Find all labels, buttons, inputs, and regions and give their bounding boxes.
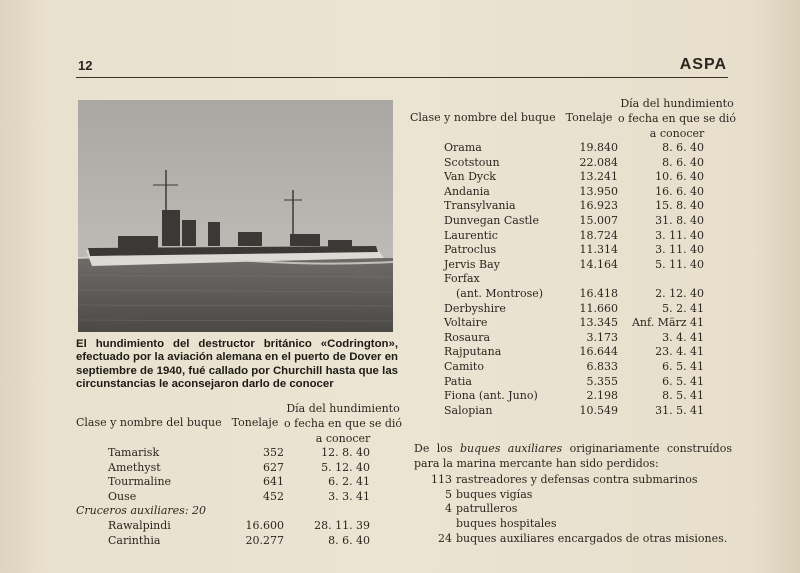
ship-name: Tourmaline [108, 475, 172, 489]
ship-sunk-date: 5. 11. 40 [655, 257, 705, 271]
ship-name: Orama [444, 141, 482, 154]
table-row [410, 331, 736, 346]
ship-tonnage: 16.600 [245, 518, 284, 532]
item-count: 5 [445, 487, 452, 501]
ship-sunk-date: 15. 8. 40 [655, 199, 705, 213]
ship-name: Andania [444, 184, 490, 198]
list-item [414, 473, 732, 488]
item-count: 4 [445, 502, 452, 516]
ship-sunk-date: 6. 2. 41 [328, 475, 371, 489]
ship-name: Voltaire [444, 316, 488, 330]
ship-name: Laurentic [444, 228, 498, 242]
table-row [410, 302, 736, 317]
ship-tonnage: 15.007 [579, 213, 618, 227]
intro-text-end: originariamente construídos para la marina mercante han sido perdidos: [414, 442, 732, 470]
table-row [410, 345, 736, 360]
warship-photo [78, 100, 393, 332]
ship-tonnage: 20.277 [245, 533, 284, 547]
item-text: buques hospitales [456, 516, 557, 530]
table-row [410, 375, 736, 390]
date-header-line2: o fecha en que se dió [284, 417, 403, 430]
ship-name: Van Dyck [444, 170, 496, 184]
table-row [410, 243, 736, 258]
table-row [76, 446, 402, 461]
ship-sunk-date: 23. 4. 41 [655, 345, 705, 359]
auxiliary-intro [414, 442, 732, 471]
table-row [76, 475, 402, 490]
table-row [410, 229, 736, 244]
page-number: 12 [78, 58, 93, 73]
ship-tonnage: 13.950 [579, 184, 618, 198]
ship-sunk-date: 6. 5. 41 [662, 374, 705, 388]
right-losses-table [410, 96, 736, 418]
table-row [410, 360, 736, 375]
date-header-line1: Día del hundimiento [286, 402, 400, 415]
col-header-tonnage: Tonelaje [565, 111, 613, 125]
list-item [414, 532, 732, 547]
ship-name: Salopian [444, 403, 493, 417]
ship-tonnage: 6.833 [586, 359, 618, 373]
ship-name: (ant. Montrose) [456, 286, 544, 300]
ship-sunk-date: 31. 5. 41 [655, 403, 705, 417]
item-count: 24 [438, 531, 452, 545]
ship-name: Amethyst [108, 460, 161, 474]
list-item [414, 517, 732, 532]
ship-sunk-date: 8. 6. 40 [328, 533, 371, 547]
table-row [76, 461, 402, 476]
ship-sunk-date: 8. 5. 41 [662, 389, 705, 403]
ship-name: Jervis Bay [444, 257, 500, 271]
ship-tonnage: 5.355 [586, 374, 618, 388]
table-row [410, 185, 736, 200]
ship-tonnage: 19.840 [579, 141, 618, 154]
date-header-line3: a conocer [649, 127, 705, 140]
ship-name: Transylvania [444, 199, 516, 213]
ship-tonnage: 13.241 [579, 170, 618, 184]
col-header-name: Clase y nombre del buque [76, 416, 222, 430]
section-label: Cruceros auxiliares: 20 [76, 504, 207, 518]
ship-tonnage: 627 [263, 460, 284, 474]
ship-sunk-date: 12. 8. 40 [321, 446, 371, 459]
table-row [410, 170, 736, 185]
ship-tonnage: 11.314 [579, 243, 618, 257]
header-rule [76, 77, 728, 78]
ship-name: Fiona (ant. Juno) [444, 389, 538, 403]
ship-name: Rosaura [444, 330, 491, 344]
item-count: 113 [431, 473, 452, 487]
list-item [414, 502, 732, 517]
ship-sunk-date: 5. 2. 41 [662, 301, 705, 315]
col-header-tonnage: Tonelaje [231, 416, 279, 430]
ship-name: Rawalpindi [108, 518, 171, 532]
ship-tonnage: 641 [263, 475, 284, 489]
ship-sunk-date: 8. 6. 40 [662, 155, 705, 169]
auxiliary-list [414, 473, 732, 546]
intro-text: De los [414, 442, 460, 455]
ship-sunk-date: 16. 6. 40 [655, 184, 705, 198]
col-header-name: Clase y nombre del buque [410, 111, 556, 125]
col-header-date [284, 401, 402, 446]
date-header-line1: Día del hundimiento [620, 97, 734, 110]
ship-tonnage: 452 [263, 489, 284, 503]
ship-sunk-date: 3. 3. 41 [328, 489, 371, 503]
auxiliary-vessels-section [414, 442, 732, 546]
item-text: rastreadores y defensas contra submarinos [456, 473, 698, 487]
table-row [76, 534, 402, 549]
ship-sunk-date: 3. 11. 40 [655, 243, 705, 257]
ship-sunk-date: 31. 8. 40 [655, 213, 705, 227]
ship-name: Patia [444, 374, 472, 388]
date-header-line2: o fecha en que se dió [618, 112, 737, 125]
table-row [410, 404, 736, 419]
table-row [410, 199, 736, 214]
ship-name: Rajputana [444, 345, 502, 359]
ship-name: Derbyshire [444, 301, 506, 315]
ship-tonnage: 18.724 [579, 228, 618, 242]
table-row [410, 141, 736, 156]
date-header-line3: a conocer [315, 432, 371, 445]
col-header-date [618, 96, 736, 141]
ship-sunk-date: 3. 11. 40 [655, 228, 705, 242]
ship-tonnage: 3.173 [586, 330, 618, 344]
table-row [410, 214, 736, 229]
table-row [410, 316, 736, 331]
ship-name: Patroclus [444, 243, 497, 257]
ship-tonnage: 10.549 [579, 403, 618, 417]
ship-name: Carinthia [108, 533, 161, 547]
ship-tonnage: 16.644 [579, 345, 618, 359]
ship-tonnage: 2.198 [586, 389, 618, 403]
table-row [76, 490, 402, 505]
ship-name: Forfax [444, 272, 480, 286]
item-text: patrulleros [456, 502, 518, 516]
table-row [410, 287, 736, 302]
left-losses-table [76, 401, 402, 548]
ship-tonnage [560, 272, 618, 287]
ship-sunk-date: 28. 11. 39 [314, 518, 371, 532]
ship-tonnage: 16.923 [579, 199, 618, 213]
ship-tonnage: 16.418 [579, 286, 618, 300]
table-row [410, 156, 736, 171]
photo-caption: El hundimiento del destructor británico «Codrington», efectuado por la aviación alemana en el puerto de Dover en septiembre de 1940, fué callado por Churchill hasta que las circunstancias le aconsejaron darlo de conocer [76, 338, 398, 391]
ship-tonnage: 13.345 [579, 316, 618, 330]
ship-sunk-date: 3. 4. 41 [662, 330, 705, 344]
ship-name: Dunvegan Castle [444, 213, 539, 227]
table-row [410, 258, 736, 273]
list-item [414, 488, 732, 503]
ship-sunk-date [618, 272, 736, 287]
item-text: buques auxiliares encargados de otras misiones. [456, 531, 728, 545]
table-row [76, 519, 402, 534]
item-text: buques vigías [456, 487, 533, 501]
ship-tonnage: 14.164 [579, 257, 618, 271]
ship-name: Camito [444, 359, 484, 373]
ship-tonnage: 11.660 [579, 301, 618, 315]
ship-name: Ouse [108, 489, 137, 503]
ship-sunk-date: 2. 12. 40 [655, 286, 705, 300]
section-row [76, 504, 402, 519]
ship-name: Scotstoun [444, 155, 500, 169]
warship-photo-icon [78, 100, 393, 332]
ship-sunk-date: Anf. März 41 [631, 316, 705, 330]
ship-sunk-date: 5. 12. 40 [321, 460, 371, 474]
ship-sunk-date: 8. 6. 40 [662, 141, 705, 154]
magazine-title: ASPA [679, 56, 727, 73]
table-row [410, 389, 736, 404]
ship-tonnage: 352 [263, 446, 284, 459]
ship-sunk-date: 10. 6. 40 [655, 170, 705, 184]
ship-sunk-date: 6. 5. 41 [662, 359, 705, 373]
ship-tonnage: 22.084 [579, 155, 618, 169]
table-row [410, 272, 736, 287]
intro-emphasis: buques auxiliares [459, 442, 563, 455]
ship-name: Tamarisk [108, 446, 160, 459]
